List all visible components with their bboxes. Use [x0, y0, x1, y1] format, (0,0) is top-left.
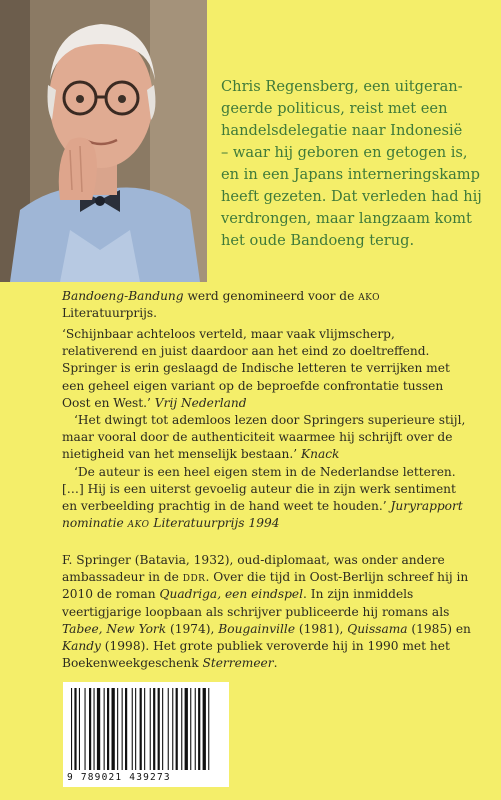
blurb-line: Chris Regensberg, een uitgeran- — [221, 78, 463, 95]
isbn-barcode — [63, 682, 229, 787]
book-blurb — [221, 76, 493, 252]
author-photo — [0, 0, 207, 282]
blurb-line: en in een Japans interneringskamp — [221, 166, 480, 183]
blurb-line: geerde politicus, reist met een — [221, 100, 448, 117]
author-bio: F. Springer (Batavia, 1932), oud-diplomaat, was onder andere ambassadeur in de ddr. Over die tijd in Oost-Berlijn schreef hij in 2010 de roman Quadriga, een eindspel. In zijn inmiddels veertigjarige loopbaan als schrijver publiceerde hij romans als Tabee, New York (1974), Bougainville (1981), Quissama (1985) en Kandy (1998). Het grote publiek veroverde hij in 1990 met het Boekenweekgeschenk Sterremeer. — [62, 553, 471, 671]
review-quote-1: ‘Schijnbaar achteloos verteld, maar vaak vlijmscherp, relativerend en juist daardoor aan het eind zo doeltreffend. Springer is erin geslaagd de Indische letteren te verrijken met een geheel eigen variant op de beproefde confrontatie tussen Oost en West.’ Vrij Nederland — [62, 327, 450, 410]
nomination-note: Bandoeng-Bandung werd genomineerd voor de ako Literatuurprijs. — [62, 289, 381, 321]
blurb-line: heeft gezeten. Dat verleden had hij — [221, 188, 482, 205]
review-quote-2: ‘Het dwingt tot ademloos lezen door Springers superieure stijl, maar vooral door de authenticiteit waarmee hij schrijft over de nietigheid van het menselijk bestaan.’ Knack — [62, 413, 466, 462]
blurb-line: verdrongen, maar langzaam komt — [221, 210, 472, 227]
quote-source: Vrij Nederland — [150, 395, 247, 410]
review-quote-3: ‘De auteur is een heel eigen stem in de Nederlandse letteren. […] Hij is een uiterst gevoelig auteur die in zijn werk sentiment en verbeelding prachtig in de hand weet te houden.’ Juryrapport nominatie ako Literatuurprijs 1994 — [62, 464, 463, 531]
barcode-bars-icon — [63, 682, 229, 774]
blurb-line: het oude Bandoeng terug. — [221, 232, 415, 249]
isbn-digits: 9 789021 439273 — [67, 772, 171, 783]
quote-source: Juryrapport nominatie ako Literatuurprijs 1994 — [62, 499, 463, 531]
blurb-line: – waar hij geboren en getogen is, — [221, 144, 468, 161]
author-portrait-illustration — [0, 0, 207, 282]
quote-source: Knack — [297, 447, 340, 462]
book-title: Bandoeng-Bandung — [62, 289, 184, 303]
review-quotes — [62, 326, 474, 532]
blurb-line: handelsdelegatie naar Indonesië — [221, 122, 463, 139]
